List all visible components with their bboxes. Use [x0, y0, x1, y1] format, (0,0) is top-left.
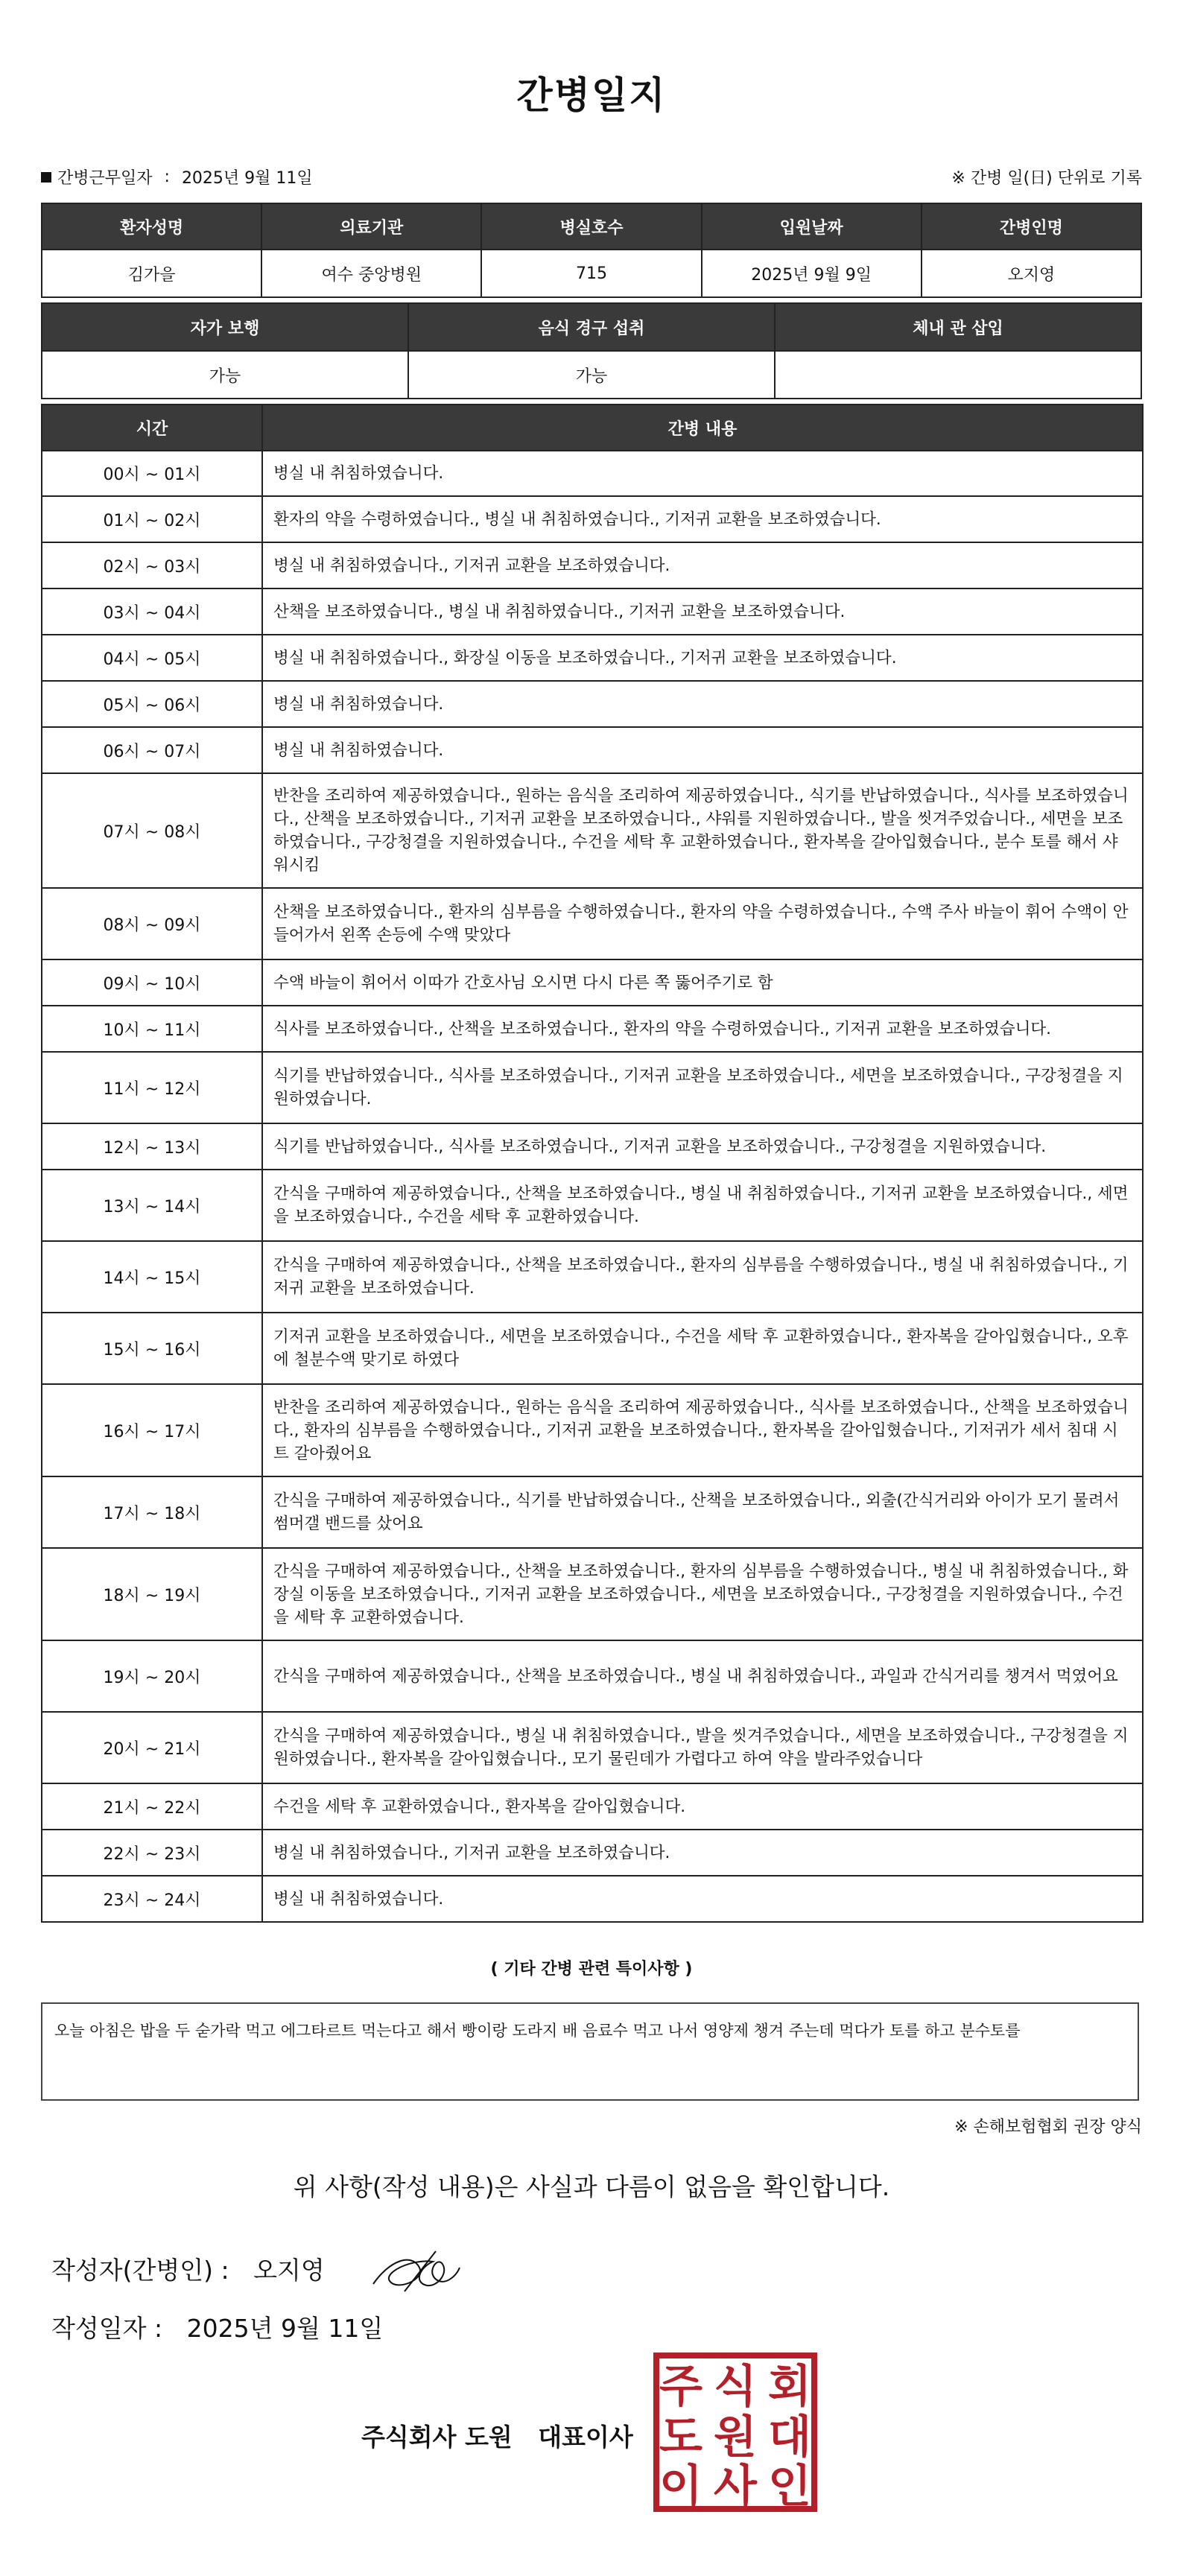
hospital-name: 여수 중앙병원	[261, 250, 481, 297]
log-content: 간식을 구매하여 제공하였습니다., 산책을 보조하였습니다., 병실 내 취침하였습니다., 기저귀 교환을 보조하였습니다., 세면을 보조하였습니다., 수건을 세탁 후 교환하였습니다.	[262, 1170, 1143, 1241]
care-date-separator: :	[164, 168, 170, 186]
written-date-line	[51, 2309, 383, 2344]
tube-value	[775, 351, 1141, 399]
log-time: 14시 ~ 15시	[42, 1241, 262, 1313]
header-caregiver: 간병인명	[922, 203, 1141, 250]
form-source-note: ※ 손해보험협회 권장 양식	[954, 2118, 1142, 2136]
log-row	[42, 1052, 1143, 1123]
header-care-content: 간병 내용	[262, 405, 1143, 451]
hourly-care-log-table	[41, 404, 1144, 1923]
svg-text:주: 주	[659, 2361, 702, 2413]
log-row	[42, 496, 1143, 542]
log-time: 02시 ~ 03시	[42, 542, 262, 589]
log-row	[42, 773, 1143, 888]
log-content: 환자의 약을 수령하였습니다., 병실 내 취침하였습니다., 기저귀 교환을 보조하였습니다.	[262, 496, 1143, 542]
writer-label: 작성자(간병인) :	[51, 2256, 229, 2285]
ability-value-row	[42, 351, 1141, 399]
log-time: 03시 ~ 04시	[42, 589, 262, 635]
care-date-label: 간병근무일자	[57, 169, 153, 188]
writer-name: 오지영	[253, 2256, 325, 2285]
log-time: 23시 ~ 24시	[42, 1876, 262, 1922]
log-row	[42, 1006, 1143, 1052]
log-content: 병실 내 취침하였습니다.	[262, 727, 1143, 773]
log-time: 20시 ~ 21시	[42, 1712, 262, 1783]
log-content: 식사를 보조하였습니다., 산책을 보조하였습니다., 환자의 약을 수령하였습니다., 기저귀 교환을 보조하였습니다.	[262, 1006, 1143, 1052]
confirmation-statement: 위 사항(작성 내용)은 사실과 다름이 없음을 확인합니다.	[293, 2172, 890, 2201]
room-number: 715	[481, 250, 701, 297]
log-row	[42, 681, 1143, 727]
log-time: 13시 ~ 14시	[42, 1170, 262, 1241]
patient-info-table	[41, 203, 1142, 298]
header-walking: 자가 보행	[42, 303, 408, 351]
log-content: 간식을 구매하여 제공하였습니다., 병실 내 취침하였습니다., 발을 씻겨주었습니다., 세면을 보조하였습니다., 구강청결을 지원하였습니다., 환자복을 갈아입혔습니다., 모기 물린데가 가렵다고 하여 약을 발라주었습니다	[262, 1712, 1143, 1783]
patient-name: 김가을	[42, 250, 261, 297]
ability-header-row	[42, 303, 1141, 351]
log-row	[42, 1876, 1143, 1922]
log-time: 16시 ~ 17시	[42, 1384, 262, 1476]
svg-text:도: 도	[659, 2411, 702, 2464]
company-seal-icon	[653, 2353, 817, 2512]
log-time: 21시 ~ 22시	[42, 1783, 262, 1830]
log-time: 00시 ~ 01시	[42, 451, 262, 496]
care-date-value: 2025년 9월 11일	[181, 169, 313, 188]
log-row	[42, 1712, 1143, 1783]
svg-text:회: 회	[768, 2361, 811, 2413]
log-time: 15시 ~ 16시	[42, 1313, 262, 1384]
svg-text:대: 대	[768, 2411, 811, 2464]
page-title: 간병일지	[516, 74, 667, 117]
care-date	[41, 165, 313, 188]
log-content: 간식을 구매하여 제공하였습니다., 식기를 반납하였습니다., 산책을 보조하였습니다., 외출(간식거리와 아이가 모기 물려서 썸머갤 밴드를 샀어요	[262, 1476, 1143, 1548]
log-content: 간식을 구매하여 제공하였습니다., 산책을 보조하였습니다., 병실 내 취침하였습니다., 과일과 간식거리를 챙겨서 먹였어요	[262, 1640, 1143, 1712]
log-time: 11시 ~ 12시	[42, 1052, 262, 1123]
log-content: 반찬을 조리하여 제공하였습니다., 원하는 음식을 조리하여 제공하였습니다., 식사를 보조하였습니다., 산책을 보조하였습니다., 환자의 심부름을 수행하였습니다., 기저귀 교환을 보조하였습니다., 환자복을 갈아입혔습니다., 기저귀가 세서 침대 시트 갈아줬어요	[262, 1384, 1143, 1476]
meta-row	[41, 165, 1142, 189]
log-row	[42, 1170, 1143, 1241]
writer-line	[51, 2251, 325, 2286]
log-time: 17시 ~ 18시	[42, 1476, 262, 1548]
caregiver-name: 오지영	[922, 250, 1141, 297]
log-row	[42, 1548, 1143, 1640]
log-time: 19시 ~ 20시	[42, 1640, 262, 1712]
header-tube: 체내 관 삽입	[775, 303, 1141, 351]
log-row	[42, 1783, 1143, 1830]
log-content: 식기를 반납하였습니다., 식사를 보조하였습니다., 기저귀 교환을 보조하였습니다., 세면을 보조하였습니다., 구강청결을 지원하였습니다.	[262, 1052, 1143, 1123]
log-row	[42, 1313, 1143, 1384]
header-time: 시간	[42, 405, 262, 451]
log-content: 병실 내 취침하였습니다.	[262, 1876, 1143, 1922]
written-date-label: 작성일자 :	[51, 2314, 163, 2343]
log-content: 산책을 보조하였습니다., 환자의 심부름을 수행하였습니다., 환자의 약을 수령하였습니다., 수액 주사 바늘이 휘어 수액이 안 들어가서 왼쪽 손등에 수액 맞았다	[262, 888, 1143, 959]
signature-icon	[367, 2245, 464, 2297]
svg-text:인: 인	[768, 2461, 811, 2512]
log-content: 간식을 구매하여 제공하였습니다., 산책을 보조하였습니다., 환자의 심부름을 수행하였습니다., 병실 내 취침하였습니다., 화장실 이동을 보조하였습니다., 기저귀 교환을 보조하였습니다., 세면을 보조하였습니다., 구강청결을 지원하였습니다., 수건을 세탁 후 교환하였습니다.	[262, 1548, 1143, 1640]
log-row	[42, 959, 1143, 1006]
company-ceo: 주식회사 도원 대표이사	[361, 2423, 633, 2452]
svg-text:이: 이	[659, 2461, 702, 2512]
log-row	[42, 542, 1143, 589]
record-unit-note: ※ 간병 일(日) 단위로 기록	[951, 169, 1142, 188]
header-admission-date: 입원날짜	[702, 203, 922, 250]
log-content: 기저귀 교환을 보조하였습니다., 세면을 보조하였습니다., 수건을 세탁 후 교환하였습니다., 환자복을 갈아입혔습니다., 오후에 철분수액 맞기로 하였다	[262, 1313, 1143, 1384]
log-time: 06시 ~ 07시	[42, 727, 262, 773]
log-time: 04시 ~ 05시	[42, 635, 262, 681]
log-time: 10시 ~ 11시	[42, 1006, 262, 1052]
log-row	[42, 635, 1143, 681]
log-time: 22시 ~ 23시	[42, 1830, 262, 1876]
special-notes-title: ( 기타 간병 관련 특이사항 )	[490, 1960, 693, 1979]
square-bullet-icon	[41, 172, 51, 183]
svg-text:식: 식	[714, 2361, 757, 2413]
log-content: 병실 내 취침하였습니다.	[262, 681, 1143, 727]
log-row	[42, 727, 1143, 773]
written-date-value: 2025년 9월 11일	[186, 2314, 384, 2343]
patient-info-value-row	[42, 250, 1141, 297]
log-row	[42, 1640, 1143, 1712]
log-time: 08시 ~ 09시	[42, 888, 262, 959]
log-row	[42, 451, 1143, 496]
log-content: 병실 내 취침하였습니다., 화장실 이동을 보조하였습니다., 기저귀 교환을 보조하였습니다.	[262, 635, 1143, 681]
log-content: 수건을 세탁 후 교환하였습니다., 환자복을 갈아입혔습니다.	[262, 1783, 1143, 1830]
log-header-row	[42, 405, 1143, 451]
log-row	[42, 1476, 1143, 1548]
log-row	[42, 589, 1143, 635]
header-patient-name: 환자성명	[42, 203, 261, 250]
header-room: 병실호수	[481, 203, 701, 250]
log-row	[42, 1830, 1143, 1876]
log-time: 05시 ~ 06시	[42, 681, 262, 727]
log-time: 07시 ~ 08시	[42, 773, 262, 888]
oral-intake-value: 가능	[408, 351, 775, 399]
patient-info-header-row	[42, 203, 1141, 250]
log-row	[42, 1384, 1143, 1476]
log-time: 01시 ~ 02시	[42, 496, 262, 542]
log-row	[42, 1241, 1143, 1313]
walking-value: 가능	[42, 351, 408, 399]
log-content: 수액 바늘이 휘어서 이따가 간호사님 오시면 다시 다른 쪽 뚫어주기로 함	[262, 959, 1143, 1006]
log-content: 산책을 보조하였습니다., 병실 내 취침하였습니다., 기저귀 교환을 보조하였습니다.	[262, 589, 1143, 635]
log-time: 09시 ~ 10시	[42, 959, 262, 1006]
svg-text:사: 사	[714, 2461, 757, 2512]
log-time: 18시 ~ 19시	[42, 1548, 262, 1640]
log-content: 식기를 반납하였습니다., 식사를 보조하였습니다., 기저귀 교환을 보조하였습니다., 구강청결을 지원하였습니다.	[262, 1123, 1143, 1170]
admission-date: 2025년 9월 9일	[702, 250, 922, 297]
log-body	[42, 451, 1143, 1922]
header-oral-intake: 음식 경구 섭취	[408, 303, 775, 351]
log-content: 병실 내 취침하였습니다., 기저귀 교환을 보조하였습니다.	[262, 1830, 1143, 1876]
special-notes-text: 오늘 아침은 밥을 두 숟가락 먹고 에그타르트 먹는다고 해서 빵이랑 도라지 배 음료수 먹고 나서 영양제 챙겨 주는데 먹다가 토를 하고 분수토를	[54, 2022, 1021, 2040]
svg-text:원: 원	[714, 2411, 757, 2464]
special-notes-box	[41, 2002, 1139, 2101]
patient-ability-table	[41, 302, 1142, 399]
log-content: 병실 내 취침하였습니다.	[262, 451, 1143, 496]
header-hospital: 의료기관	[261, 203, 481, 250]
log-row	[42, 1123, 1143, 1170]
log-time: 12시 ~ 13시	[42, 1123, 262, 1170]
log-content: 병실 내 취침하였습니다., 기저귀 교환을 보조하였습니다.	[262, 542, 1143, 589]
log-row	[42, 888, 1143, 959]
log-content: 반찬을 조리하여 제공하였습니다., 원하는 음식을 조리하여 제공하였습니다., 식기를 반납하였습니다., 식사를 보조하였습니다., 산책을 보조하였습니다., 기저귀 교환을 보조하였습니다., 샤워를 지원하였습니다., 발을 씻겨주었습니다., 세면을 보조하였습니다., 구강청결을 지원하였습니다., 수건을 세탁 후 교환하였습니다., 환자복을 갈아입혔습니다., 분수 토를 해서 샤워시킴	[262, 773, 1143, 888]
log-content: 간식을 구매하여 제공하였습니다., 산책을 보조하였습니다., 환자의 심부름을 수행하였습니다., 병실 내 취침하였습니다., 기저귀 교환을 보조하였습니다.	[262, 1241, 1143, 1313]
